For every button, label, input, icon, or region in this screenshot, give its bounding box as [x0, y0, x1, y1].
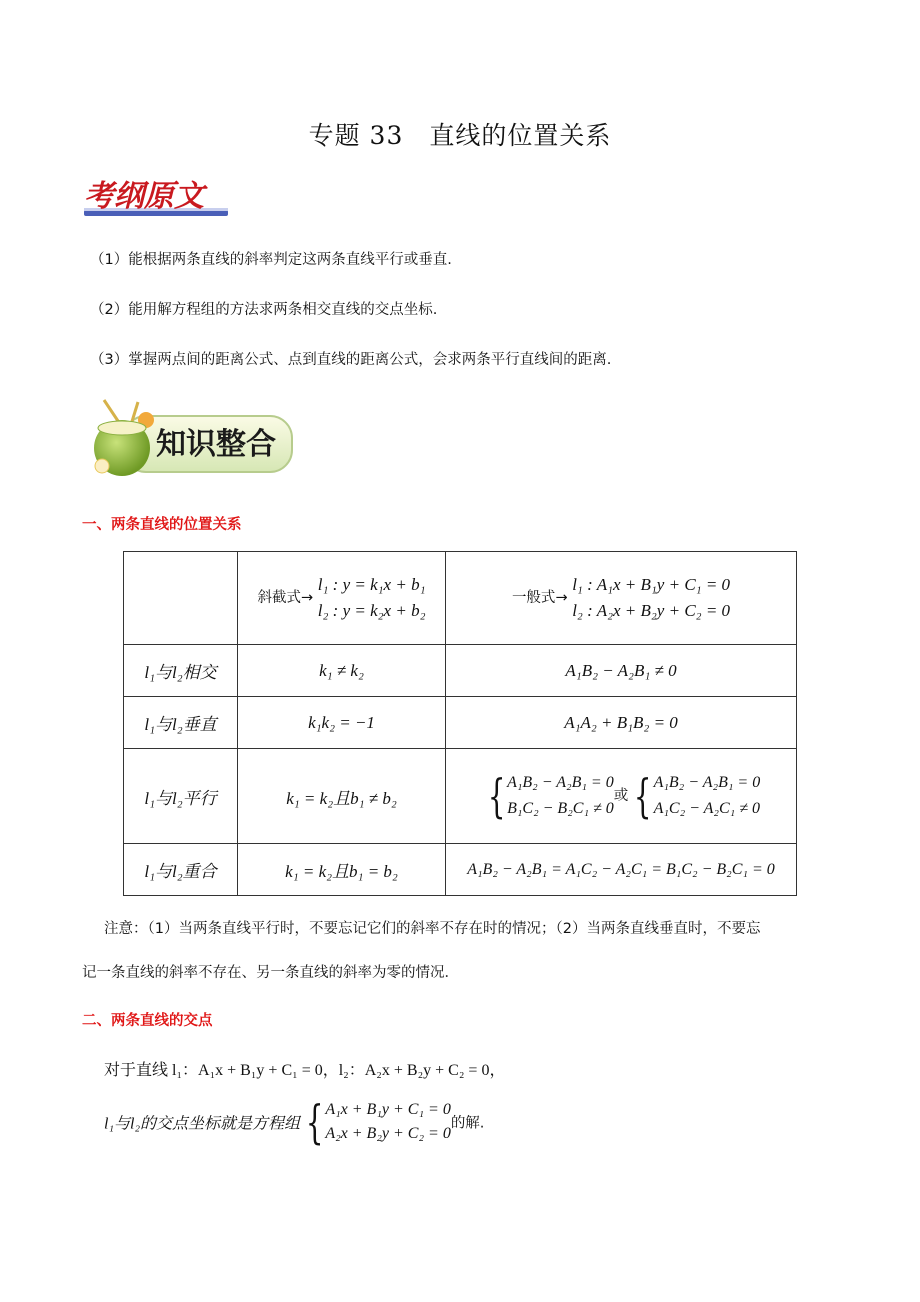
objective-item: （1）能根据两条直线的斜率判定这两条直线平行或垂直. — [90, 252, 452, 268]
intersection-lines: 对于直线 l₁：A₁x + B₁y + C₁ = 0，l₂：A₂x + B₂y + C₂ = 0， — [104, 1062, 506, 1079]
flower-icon — [95, 459, 109, 473]
slope-form-equations: l₁ : y = k₁x + b₁ l₂ : y = k₂x + b₂ — [317, 575, 426, 620]
slope-form-label: 斜截式 — [257, 590, 302, 606]
objective-item: （3）掌握两点间的距离公式、点到直线的距离公式，会求两条平行直线间的距离. — [90, 352, 612, 368]
section-heading: 二、两条直线的交点 — [82, 1013, 213, 1029]
knowledge-banner-text: 知识整合 — [156, 427, 276, 462]
general-form-label: 一般式 — [511, 590, 556, 606]
row-label: l₁与l₂平行 — [124, 749, 238, 844]
general-form-equations: l₁ : A₁x + B₁y + C₁ = 0 l₂ : A₂x + B₂y + C₂ = 0 — [572, 575, 731, 620]
table-row — [124, 645, 797, 697]
relation-table — [123, 551, 797, 896]
slope-condition: k₁ = k₂且b₁ = b₂ — [238, 844, 446, 896]
row-label: l₁与l₂垂直 — [124, 697, 238, 749]
general-condition: A₁B₂ − A₂B₁ = A₁C₂ − A₂C₁ = B₁C₂ − B₂C₁ = 0 — [446, 844, 797, 896]
page-title: 专题 33 直线的位置关系 — [308, 121, 612, 150]
objective-item: （2）能用解方程组的方法求两条相交直线的交点坐标. — [90, 302, 438, 318]
general-condition: { A₁B₂ − A₂B₁ = 0 B₁C₂ − B₂C₁ ≠ 0或 { A₁B₂ − A₂B₁ = 0 A₁C₂ − A₂C₁ ≠ 0 — [446, 749, 797, 844]
table-row — [124, 844, 797, 896]
general-condition: A₁B₂ − A₂B₁ ≠ 0 — [446, 645, 797, 697]
syllabus-banner — [82, 172, 232, 222]
table-row — [124, 697, 797, 749]
slope-condition: k₁ = k₂且b₁ ≠ b₂ — [238, 749, 446, 844]
general-condition: A₁A₂ + B₁B₂ = 0 — [446, 697, 797, 749]
intersection-statement: l₁与l₂的交点坐标就是方程组 { A₁x + B₁y + C₁ = 0 A₂x + B₂y + C₂ = 0的解. — [104, 1095, 485, 1149]
table-row — [124, 749, 797, 844]
note-text: 注意：（1）当两条直线平行时，不要忘记它们的斜率不存在时的情况；（2）当两条直线垂直时，不要忘 — [104, 921, 761, 937]
row-label: l₁与l₂相交 — [124, 645, 238, 697]
knowledge-banner — [84, 398, 296, 480]
slope-condition: k₁k₂ = −1 — [238, 697, 446, 749]
slope-condition: k₁ ≠ k₂ — [238, 645, 446, 697]
table-header-row: 斜截式→ l₁ : y = k₁x + b₁ l₂ : y = k₂x + b₂ 一般式→ l₁ : A₁x + B₁y + C₁ = 0 l₂ : A₂x + B₂y + C₂ = 0 — [124, 552, 797, 645]
row-label: l₁与l₂重合 — [124, 844, 238, 896]
note-text: 记一条直线的斜率不存在、另一条直线的斜率为零的情况． — [82, 965, 459, 981]
syllabus-banner-text: 考纲原文 — [84, 179, 204, 214]
section-heading: 一、两条直线的位置关系 — [82, 517, 242, 533]
